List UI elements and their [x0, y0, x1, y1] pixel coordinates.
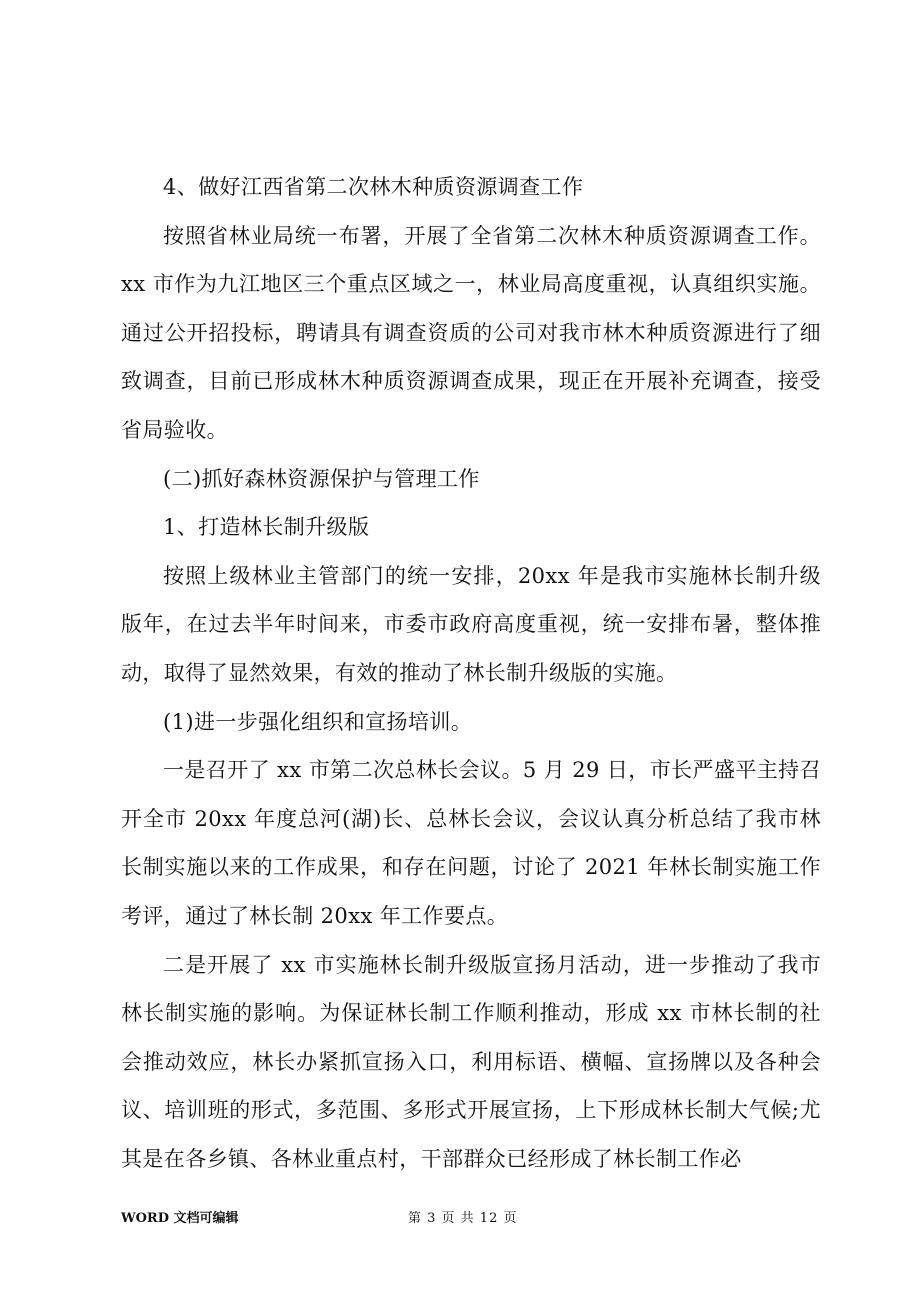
document-body — [121, 163, 821, 1183]
footer-page-number: 第 3 页 共 12 页 — [408, 1211, 518, 1226]
section-heading-2: (二)抓好森林资源保护与管理工作 — [163, 466, 480, 491]
footer-editable-label: WORD 文档可编辑 — [121, 1211, 239, 1226]
body-paragraph: 按照上级林业主管部门的统一安排，20xx 年是我市实施林长制升级版年，在过去半年时间来，市委市政府高度重视，统一安排布暑，整体推动，取得了显然效果，有效的推动了林长制升级版的实施。 — [121, 563, 821, 685]
list-heading-1: (1)进一步强化组织和宣扬培训。 — [163, 709, 473, 734]
section-heading-4: 4、做好江西省第二次林木种质资源调查工作 — [163, 175, 584, 199]
subsection-heading-1: 1、打造林长制升级版 — [163, 515, 370, 540]
body-paragraph: 一是召开了 xx 市第二次总林长会议。5 月 29 日，市长严盛平主持召开全市 20xx 年度总河(湖)长、总林长会议，会议认真分析总结了我市林长制实施以来的工作成果，和存在问题，讨论了 2021 年林长制实施工作考评，通过了林长制 20xx 年工作要点。 — [121, 758, 821, 928]
page-footer — [0, 1207, 920, 1227]
body-paragraph: 按照省林业局统一布署，开展了全省第二次林木种质资源调查工作。xx 市作为九江地区三个重点区域之一，林业局高度重视，认真组织实施。通过公开招投标，聘请具有调查资质的公司对我市林木种质资源进行了细致调查，目前已形成林木种质资源调查成果，现正在开展补充调查，接受省局验收。 — [121, 223, 821, 442]
body-paragraph: 二是开展了 xx 市实施林长制升级版宣扬月活动，进一步推动了我市林长制实施的影响。为保证林长制工作顺利推动，形成 xx 市林长制的社会推动效应，林长办紧抓宣扬入口，利用标语、横幅、宣扬牌以及各种会议、培训班的形式，多范围、多形式开展宣扬，上下形成林长制大气候;尤其是在各乡镇、各林业重点村，干部群众已经形成了林长制工作必 — [121, 952, 821, 1171]
